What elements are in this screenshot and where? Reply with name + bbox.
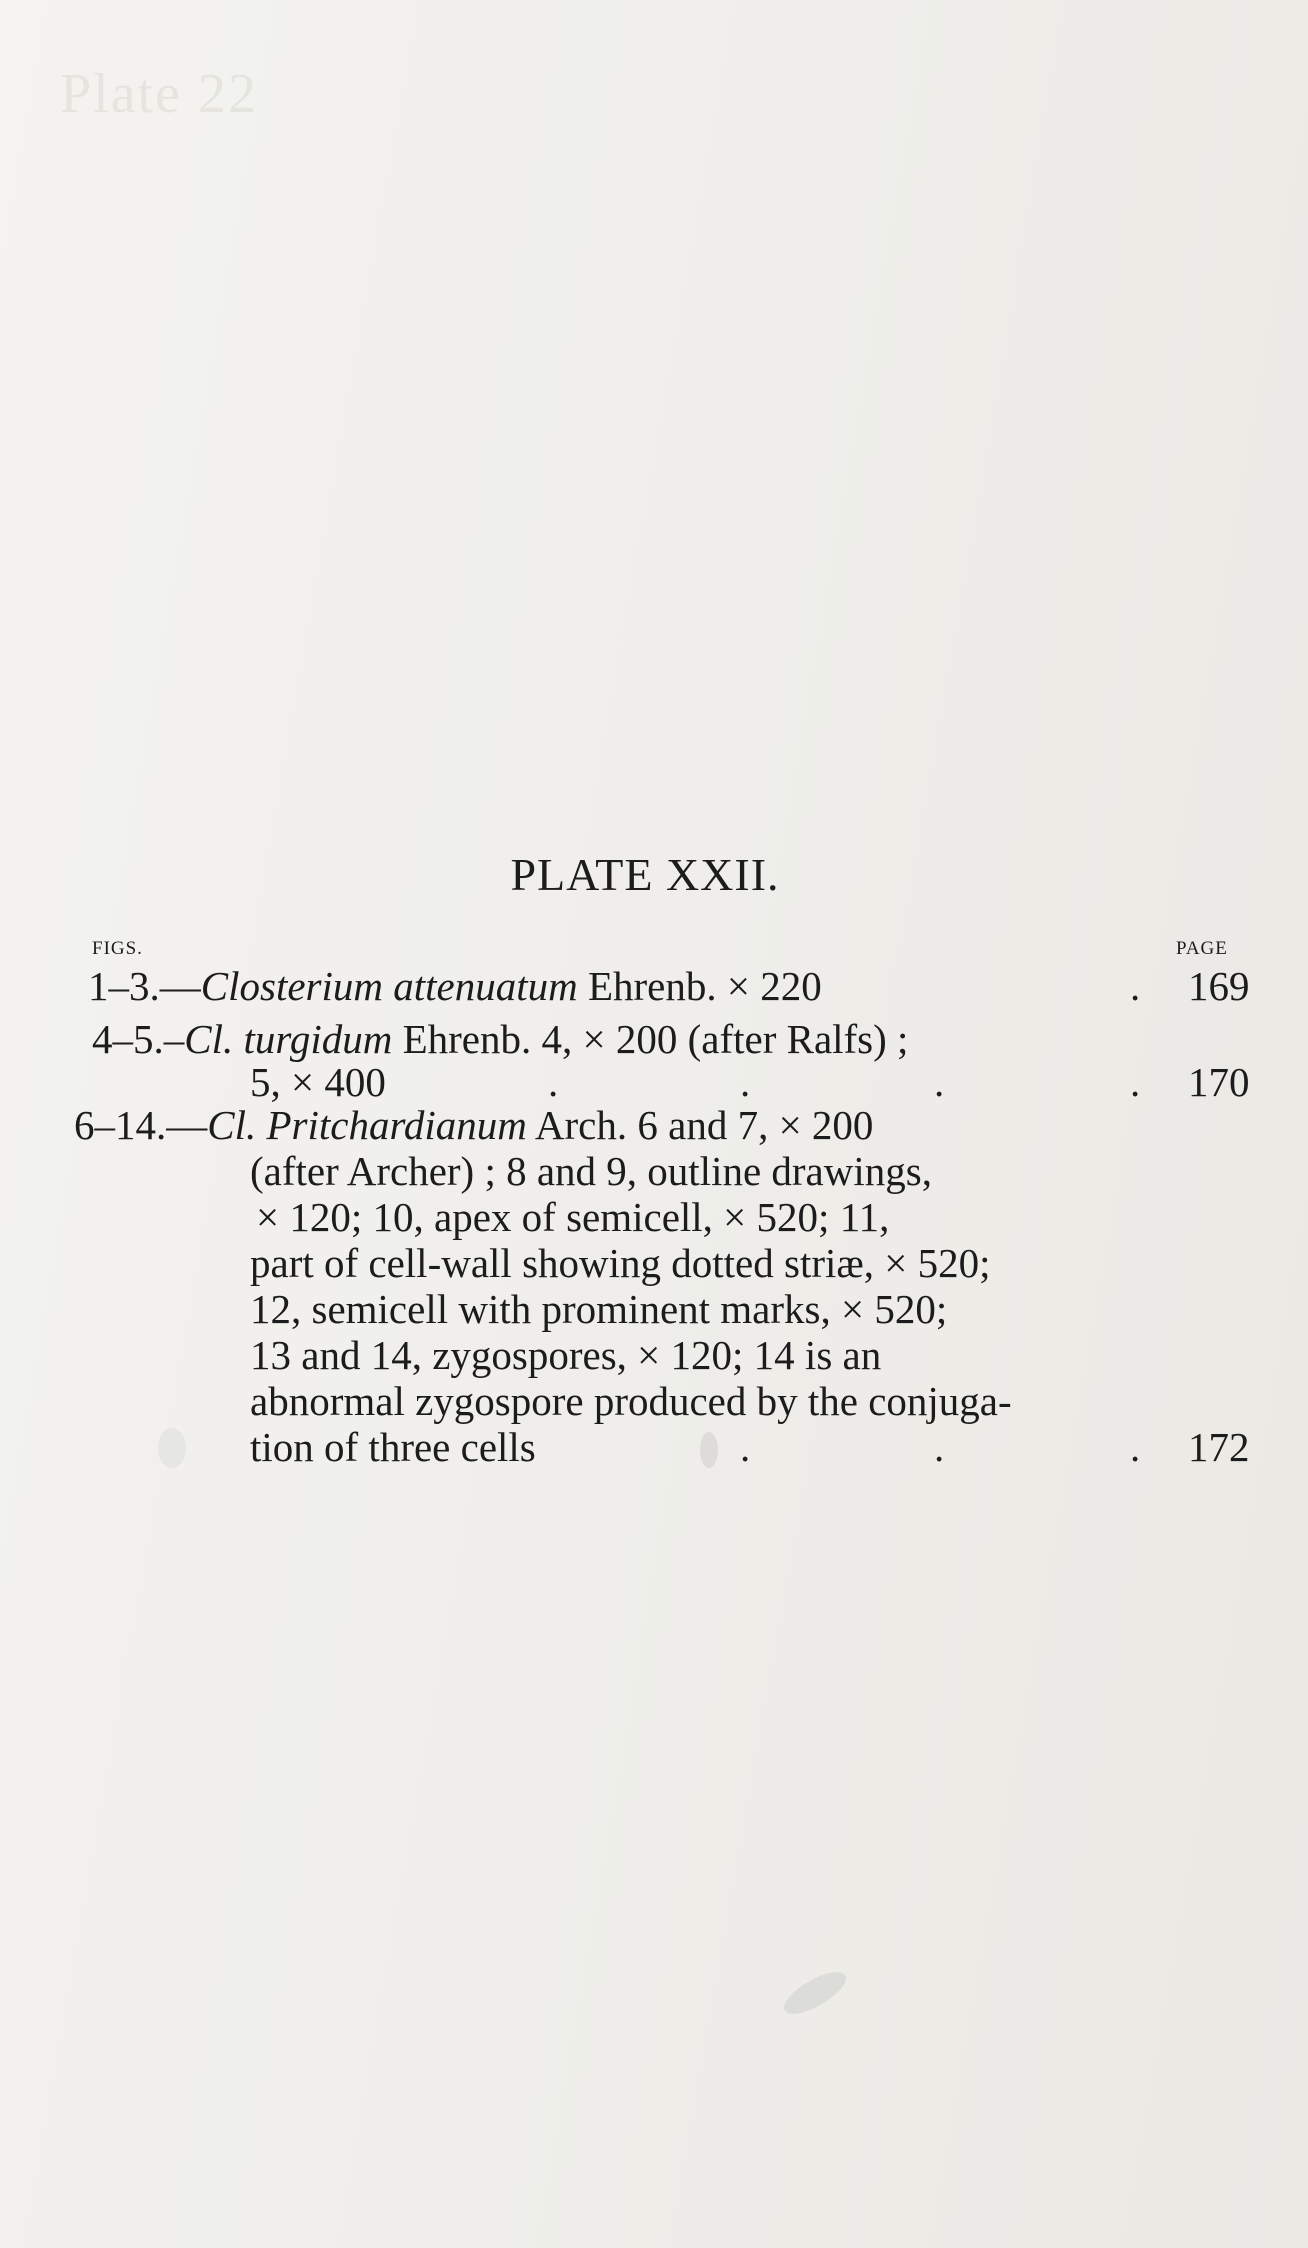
leader-dot: . — [1130, 1424, 1141, 1470]
entry-3-line: 12, semicell with prominent marks, × 520; — [250, 1286, 948, 1332]
entry-page-number: 172 — [1188, 1424, 1250, 1470]
bleed-through-text: Plate 22 — [60, 63, 258, 125]
smudge-mark — [778, 1964, 852, 2022]
leader-dot: . — [1130, 963, 1141, 1009]
entry-figs: 1–3.— — [88, 963, 201, 1009]
entry-1 — [88, 962, 822, 1010]
entry-figs: 6–14.— — [74, 1102, 208, 1148]
entry-text: Ehrenb. × 220 — [587, 963, 822, 1009]
entry-3-line: part of cell-wall showing dotted striæ, × 520; — [250, 1240, 991, 1286]
entry-2 — [92, 1015, 908, 1063]
entry-2-line-2: 5, × 400 — [250, 1059, 386, 1105]
entry-species-name: Closterium attenuatum — [200, 963, 578, 1009]
figs-column-header: FIGS. — [92, 938, 143, 959]
entry-3-line: abnormal zygospore produced by the conjuga- — [250, 1378, 1012, 1424]
entry-species-name: Cl. turgidum — [184, 1016, 393, 1062]
leader-dot: . — [1130, 1059, 1141, 1105]
plate-title: PLATE XXII. — [510, 849, 780, 900]
leader-dot: . — [740, 1059, 751, 1105]
leader-dot: . — [548, 1059, 559, 1105]
entry-species-name: Cl. Pritchardianum — [207, 1102, 527, 1148]
entry-3-line: tion of three cells — [250, 1424, 536, 1470]
entry-3-line: 13 and 14, zygospores, × 120; 14 is an — [250, 1332, 882, 1378]
entry-3-line: × 120; 10, apex of semicell, × 520; 11, — [256, 1194, 890, 1240]
entry-3 — [74, 1101, 873, 1149]
entry-3-line: (after Archer) ; 8 and 9, outline drawings, — [250, 1148, 932, 1194]
leader-dot: . — [934, 1059, 945, 1105]
leader-dot: . — [934, 1424, 945, 1470]
leader-dot: . — [740, 1424, 751, 1470]
entry-page-number: 170 — [1188, 1059, 1250, 1105]
entry-figs: 4–5.– — [92, 1016, 185, 1062]
entry-text: Ehrenb. 4, × 200 (after Ralfs) ; — [402, 1016, 909, 1062]
smudge-mark — [700, 1432, 718, 1468]
entry-text: Arch. 6 and 7, × 200 — [534, 1102, 874, 1148]
entry-page-number: 169 — [1188, 963, 1250, 1009]
smudge-mark — [158, 1428, 186, 1468]
page-column-header: PAGE — [1176, 938, 1228, 959]
